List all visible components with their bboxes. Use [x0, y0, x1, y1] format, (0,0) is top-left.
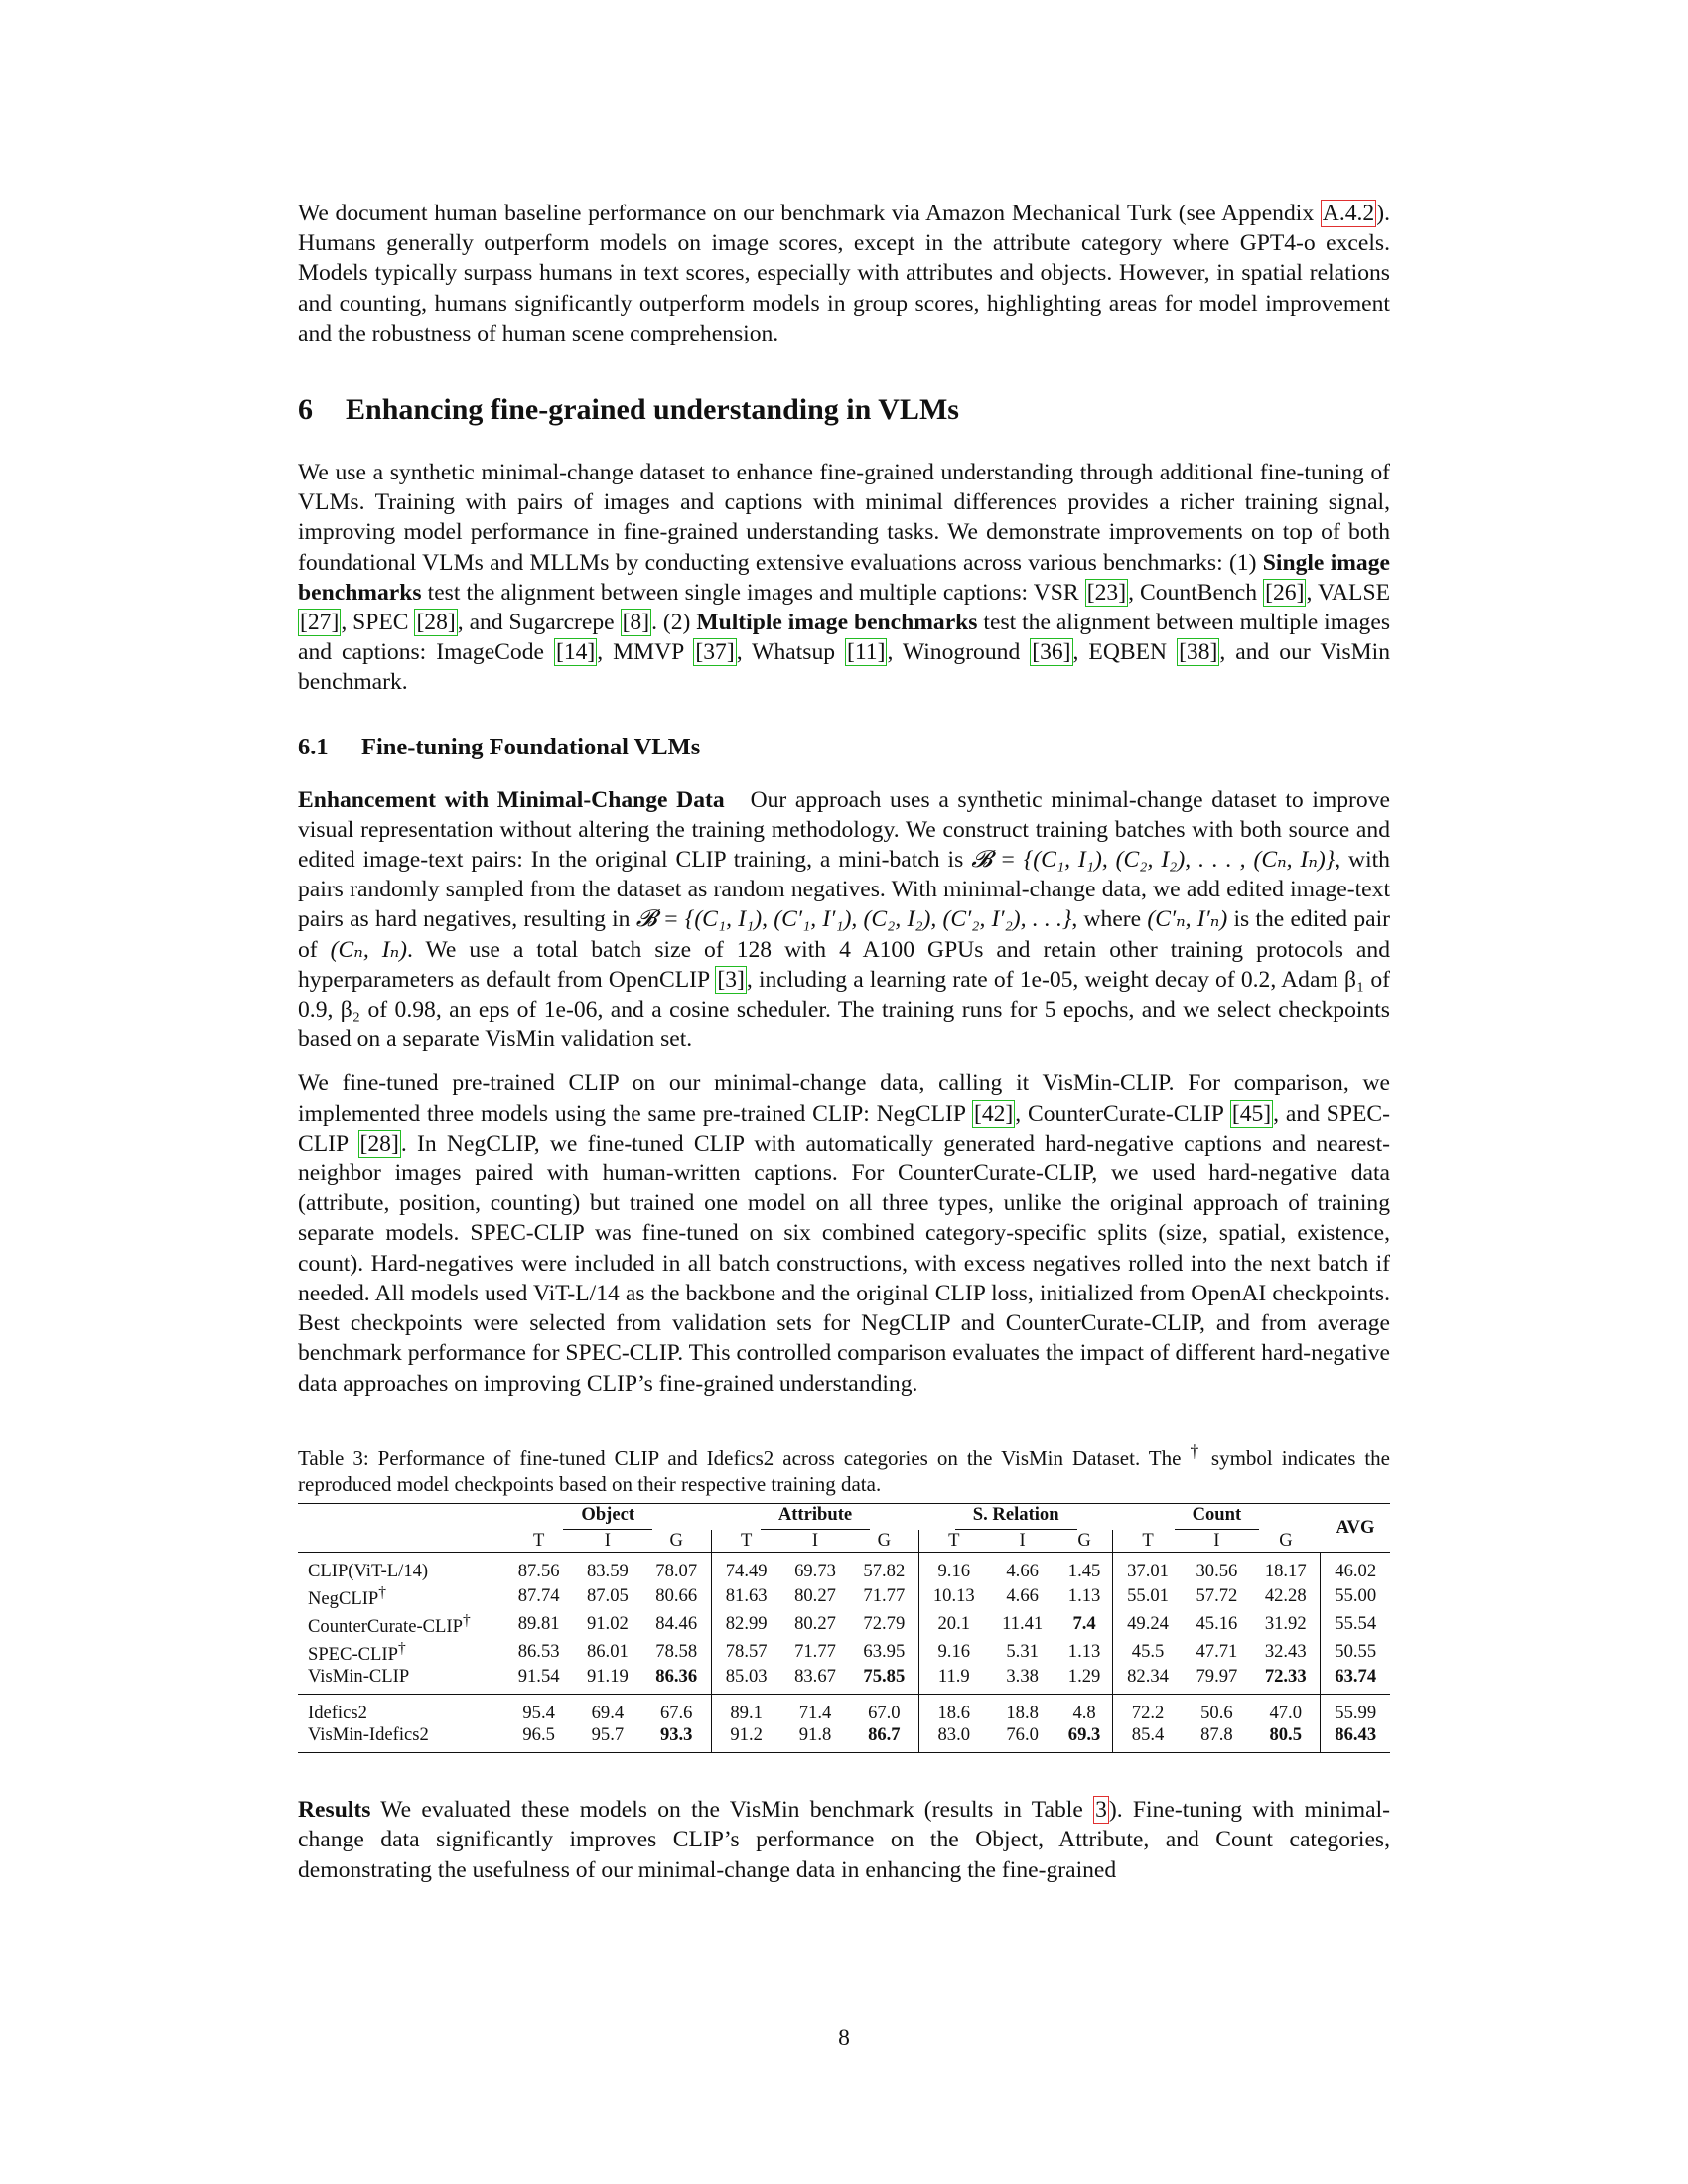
- citation-link[interactable]: [27]: [300, 610, 340, 636]
- table-row: [298, 1638, 1390, 1666]
- table-cell: 95.7: [591, 1724, 625, 1746]
- dagger-symbol: †: [397, 1640, 406, 1658]
- table-cell: 47.0: [1269, 1703, 1302, 1724]
- table-cell: 87.56: [517, 1560, 560, 1581]
- table-cell: 69.73: [794, 1560, 836, 1581]
- table-row: [298, 1724, 1390, 1753]
- table-cell: 80.27: [794, 1612, 836, 1634]
- table-cell: 11.41: [1002, 1612, 1044, 1634]
- table-cell: 82.99: [711, 1610, 780, 1638]
- table-cell: 78.57: [711, 1638, 780, 1666]
- appendix-link[interactable]: A.4.2: [1322, 201, 1375, 226]
- avg-header: AVG: [1336, 1516, 1375, 1538]
- subcol-header: I: [1019, 1529, 1026, 1551]
- group-header: Count: [1113, 1503, 1321, 1530]
- citation-link[interactable]: [8]: [622, 610, 650, 636]
- citation-link[interactable]: [36]: [1032, 639, 1071, 666]
- section-title-text: Enhancing fine-grained understanding in VLMs: [346, 393, 959, 427]
- model-name: NegCLIP†: [308, 1583, 387, 1609]
- results-paragraph: Results We evaluated these models on the VisMin benchmark (results in Table 3). Fine-tuning with minimal-change data significantly improves CLIP’s performance on the Object, Attribute, and Count categories, demonstrating the usefulness of our minimal-change data in enhancing the fine-grained: [298, 1797, 1390, 1883]
- table-cell: 1.13: [1067, 1641, 1101, 1663]
- table-cell: 87.74: [517, 1584, 560, 1606]
- table-cell: 45.5: [1113, 1638, 1183, 1666]
- citation-link[interactable]: [28]: [416, 610, 456, 636]
- table-cell: 18.17: [1264, 1560, 1307, 1581]
- table-cell: 91.54: [517, 1666, 560, 1688]
- table-cell: 47.71: [1196, 1641, 1238, 1663]
- table-cell: 86.01: [586, 1641, 629, 1663]
- table-cell: 71.77: [794, 1641, 836, 1663]
- subcol-header: T: [1113, 1530, 1183, 1553]
- table-cell: 75.85: [863, 1666, 906, 1688]
- intro-text: ). Humans generally outperform models on image scores, except in the attribute category where GPT4-o excels. Models typically surpass humans in text scores, especially with attributes and objects. However, in spatial relations and counting, humans significantly outperform models in group scores, highlighting areas for model improvement and the robustness of human scene comprehension.: [298, 201, 1390, 346]
- table-cell: 91.8: [798, 1724, 832, 1746]
- table-cell: 84.46: [655, 1612, 698, 1634]
- dagger-symbol: †: [1190, 1440, 1202, 1461]
- table-cell: 80.5: [1269, 1724, 1302, 1746]
- avg-cell: 86.43: [1321, 1724, 1390, 1753]
- table-cell: 50.6: [1200, 1703, 1233, 1724]
- table-cell: 5.31: [1006, 1641, 1039, 1663]
- math-expression: (Cₙ, Iₙ): [330, 936, 408, 963]
- finetune-paragraph: We fine-tuned pre-trained CLIP on our minimal-change data, calling it VisMin-CLIP. For comparison, we implemented three models using the same pre-trained CLIP: NegCLIP [42], CounterCurate-CLIP [45], and SPEC-CLIP [28]. In NegCLIP, we fine-tuned CLIP with automatically generated hard-negative captions and nearest-neighbor images paired with human-written captions. For CounterCurate-CLIP, we used hard-negative data (attribute, position, counting) but trained one model on all three types, unlike the original approach of training separate models. SPEC-CLIP was fine-tuned on six combined category-specific splits (size, spatial, existence, count). Hard-negatives were included in all batch constructions, with excess negatives rolled into the next batch if needed. All models used ViT-L/14 as the backbone and the original CLIP loss, initialized from OpenAI checkpoints. Best checkpoints were selected from validation sets for NegCLIP and CounterCurate-CLIP, and from average benchmark performance for SPEC-CLIP. This controlled comparison evaluates the impact of different hard-negative data approaches on improving CLIP’s fine-grained understanding.: [298, 1070, 1390, 1397]
- table-cell: 42.28: [1264, 1584, 1307, 1606]
- table-cell: 69.4: [591, 1703, 625, 1724]
- citation-link[interactable]: [23]: [1086, 579, 1127, 606]
- table-cell: 89.81: [517, 1612, 560, 1634]
- table-cell: 86.7: [868, 1724, 901, 1746]
- table-cell: 76.0: [1006, 1724, 1039, 1746]
- page-number: 8: [838, 2025, 850, 2051]
- table-cell: 78.07: [655, 1560, 698, 1581]
- table-cell: 83.0: [919, 1724, 989, 1753]
- table-cell: 4.66: [1006, 1560, 1039, 1581]
- table-cell: 4.66: [1006, 1584, 1039, 1606]
- model-name: CounterCurate-CLIP†: [308, 1611, 471, 1638]
- avg-cell: 50.55: [1321, 1638, 1390, 1666]
- intro-text: We document human baseline performance on our benchmark via Amazon Mechanical Turk (see Appendix: [298, 201, 1321, 226]
- table-cell: 63.95: [863, 1641, 906, 1663]
- subsection-title: [298, 734, 1390, 761]
- group-header: Object: [504, 1503, 711, 1530]
- bold-term: Multiple image benchmarks: [696, 610, 978, 636]
- page-content: [298, 199, 1390, 1885]
- table-cell: 9.16: [919, 1638, 989, 1666]
- math-expression: (C′ₙ, I′ₙ): [1147, 906, 1228, 933]
- table-cell: 85.03: [711, 1666, 780, 1695]
- table-row: [298, 1582, 1390, 1610]
- table-cell: 45.16: [1196, 1612, 1238, 1634]
- math-expression: 𝓑 = {(C₁, I₁), (C′₁, I′₁), (C₂, I₂), (C′₂, I′₂), . . .}: [635, 906, 1072, 933]
- table-cell: 93.3: [659, 1724, 693, 1746]
- table-row: [298, 1666, 1390, 1695]
- math-expression: 𝓑 = {(C₁, I₁), (C₂, I₂), . . . , (Cₙ, Iₙ)}: [971, 847, 1336, 874]
- subcol-header: I: [604, 1529, 611, 1551]
- table-cell: 71.4: [798, 1703, 832, 1724]
- citation-link[interactable]: [45]: [1231, 1100, 1272, 1127]
- table-cell: 18.6: [919, 1695, 989, 1725]
- table-cell: 57.82: [863, 1560, 906, 1581]
- subcol-header: G: [1279, 1529, 1293, 1551]
- table-cell: 89.1: [711, 1695, 780, 1725]
- table-cell: 72.79: [863, 1612, 906, 1634]
- table-cell: 78.58: [655, 1641, 698, 1663]
- table-cell: 85.4: [1113, 1724, 1183, 1753]
- table-cell: 91.02: [586, 1612, 629, 1634]
- citation-link[interactable]: [26]: [1265, 579, 1305, 606]
- citation-link[interactable]: [11]: [847, 639, 886, 666]
- avg-cell: 63.74: [1321, 1666, 1390, 1695]
- citation-link[interactable]: [37]: [695, 639, 735, 666]
- model-name: VisMin-CLIP: [308, 1666, 410, 1688]
- table-cell: 37.01: [1113, 1552, 1183, 1582]
- intro-paragraph: [298, 199, 1390, 348]
- section-paragraph: We use a synthetic minimal-change dataset to enhance fine-grained understanding through additional fine-tuning of VLMs. Training with pairs of images and captions with minimal differences provides a richer training signal, improving model performance in fine-grained understanding tasks. We demonstrate improvements on top of both foundational VLMs and MLLMs by conducting extensive evaluations across various benchmarks: (1) Single image benchmarks test the alignment between single images and multiple captions: VSR [23], CountBench [26], VALSE [27], SPEC [28], and Sugarcrepe [8]. (2) Multiple image benchmarks test the alignment between multiple images and captions: ImageCode [14], MMVP [37], Whatsup [11], Winoground [36], EQBEN [38], and our VisMin benchmark.: [298, 460, 1391, 696]
- table-cell: 11.9: [919, 1666, 989, 1695]
- avg-cell: 55.54: [1321, 1610, 1390, 1638]
- table-cell: 81.63: [711, 1582, 780, 1610]
- enhancement-paragraph: Enhancement with Minimal-Change Data Our approach uses a synthetic minimal-change dataset to improve visual representation without altering the training methodology. We construct training batches with both source and edited image-text pairs: In the original CLIP training, a mini-batch is 𝓑 = {(C₁, I₁), (C₂, I₂), . . . , (Cₙ, Iₙ)}, with pairs randomly sampled from the dataset as random negatives. With minimal-change data, we add edited image-text pairs as hard negatives, resulting in 𝓑 = {(C₁, I₁), (C′₁, I′₁), (C₂, I₂), (C′₂, I′₂), . . .}, where (C′ₙ, I′ₙ) is the edited pair of (Cₙ, Iₙ). We use a total batch size of 128 with 4 A100 GPUs and retain other training protocols and hyperparameters as default from OpenCLIP [3], including a learning rate of 1e-05, weight decay of 0.2, Adam β₁ of 0.9, β₂ of 0.98, an eps of 1e-06, and a cosine scheduler. The training runs for 5 epochs, and we select checkpoints based on a separate VisMin validation set.: [298, 786, 1390, 1053]
- subcol-header: I: [811, 1529, 819, 1551]
- table-cell: 79.97: [1196, 1666, 1238, 1688]
- dagger-symbol: †: [462, 1611, 471, 1629]
- table-cell: 71.77: [863, 1584, 906, 1606]
- table-cell: 10.13: [919, 1582, 989, 1610]
- model-name: SPEC-CLIP†: [308, 1640, 406, 1666]
- table-cell: 55.01: [1113, 1582, 1183, 1610]
- table-cell: 80.27: [794, 1584, 836, 1606]
- table-cell: 1.45: [1067, 1560, 1101, 1581]
- table-cell: 74.49: [711, 1552, 780, 1582]
- table-cell: 87.8: [1200, 1724, 1233, 1746]
- citation-link[interactable]: [28]: [359, 1130, 399, 1157]
- group-header: S. Relation: [919, 1503, 1113, 1530]
- paragraph-heading: Results: [298, 1797, 371, 1824]
- avg-cell: 55.99: [1321, 1695, 1390, 1725]
- table-row: [298, 1695, 1390, 1725]
- table-cell: 87.05: [586, 1584, 629, 1606]
- model-name: Idefics2: [308, 1703, 367, 1724]
- table-row: [298, 1610, 1390, 1638]
- table-cell: 4.8: [1072, 1703, 1096, 1724]
- table-cell: 69.3: [1067, 1724, 1101, 1746]
- table-cell: 49.24: [1113, 1610, 1183, 1638]
- subcol-header: G: [1077, 1529, 1091, 1551]
- citation-link[interactable]: [3]: [717, 966, 745, 993]
- paragraph-heading: Enhancement with Minimal-Change Data: [298, 786, 725, 813]
- table-caption: Table 3: Performance of fine-tuned CLIP and Idefics2 across categories on the VisMin Dataset. The † symbol indicates the reproduced model checkpoints based on their respective training data.: [298, 1440, 1391, 1496]
- subcol-header: T: [711, 1530, 780, 1553]
- table-cell: 67.6: [659, 1703, 693, 1724]
- table-cell: 80.66: [655, 1584, 698, 1606]
- table-cell: 96.5: [522, 1724, 555, 1746]
- table-cell: 67.0: [868, 1703, 901, 1724]
- table-cell: 82.34: [1113, 1666, 1183, 1695]
- table-cell: 18.8: [1006, 1703, 1039, 1724]
- subcol-header: G: [877, 1529, 892, 1551]
- subsection-title-text: Fine-tuning Foundational VLMs: [361, 733, 701, 760]
- results-table: [298, 1503, 1390, 1754]
- table-cell: 30.56: [1196, 1560, 1238, 1581]
- table-cell: 86.53: [517, 1641, 560, 1663]
- avg-cell: 55.00: [1321, 1582, 1390, 1610]
- citation-link[interactable]: [38]: [1179, 639, 1218, 666]
- avg-cell: 46.02: [1321, 1552, 1390, 1582]
- table-cell: 83.67: [794, 1666, 836, 1688]
- table-cell: 7.4: [1072, 1612, 1096, 1634]
- subcol-header: T: [532, 1529, 545, 1551]
- table-cell: 91.19: [586, 1666, 629, 1688]
- table-cell: 32.43: [1264, 1641, 1307, 1663]
- subsection-number: 6.1: [298, 733, 329, 760]
- bold-term: Single image benchmarks: [298, 549, 1391, 606]
- dagger-symbol: †: [378, 1583, 387, 1601]
- citation-link[interactable]: [14]: [555, 639, 596, 666]
- subcol-header: T: [919, 1530, 989, 1553]
- table-cell: 57.72: [1196, 1584, 1238, 1606]
- subcol-header: I: [1213, 1529, 1220, 1551]
- table-cell: 3.38: [1006, 1666, 1039, 1688]
- table-cell: 1.13: [1067, 1584, 1101, 1606]
- section-title: [298, 392, 1390, 428]
- table-cell: 31.92: [1264, 1612, 1307, 1634]
- table-cell: 20.1: [919, 1610, 989, 1638]
- table-link[interactable]: 3: [1095, 1797, 1107, 1824]
- table-cell: 72.2: [1113, 1695, 1183, 1725]
- table-row: [298, 1552, 1390, 1582]
- subcol-header: G: [669, 1529, 683, 1551]
- model-name: CLIP(ViT-L/14): [308, 1560, 429, 1581]
- table-cell: 91.2: [711, 1724, 780, 1753]
- table-cell: 86.36: [655, 1666, 698, 1688]
- section-number: 6: [298, 393, 313, 427]
- table-cell: 72.33: [1264, 1666, 1307, 1688]
- table-cell: 95.4: [522, 1703, 555, 1724]
- model-name: VisMin-Idefics2: [308, 1724, 429, 1746]
- table-cell: 9.16: [919, 1552, 989, 1582]
- citation-link[interactable]: [42]: [973, 1100, 1014, 1127]
- group-header: Attribute: [711, 1503, 918, 1530]
- table-cell: 83.59: [586, 1560, 629, 1581]
- table-cell: 1.29: [1067, 1666, 1101, 1688]
